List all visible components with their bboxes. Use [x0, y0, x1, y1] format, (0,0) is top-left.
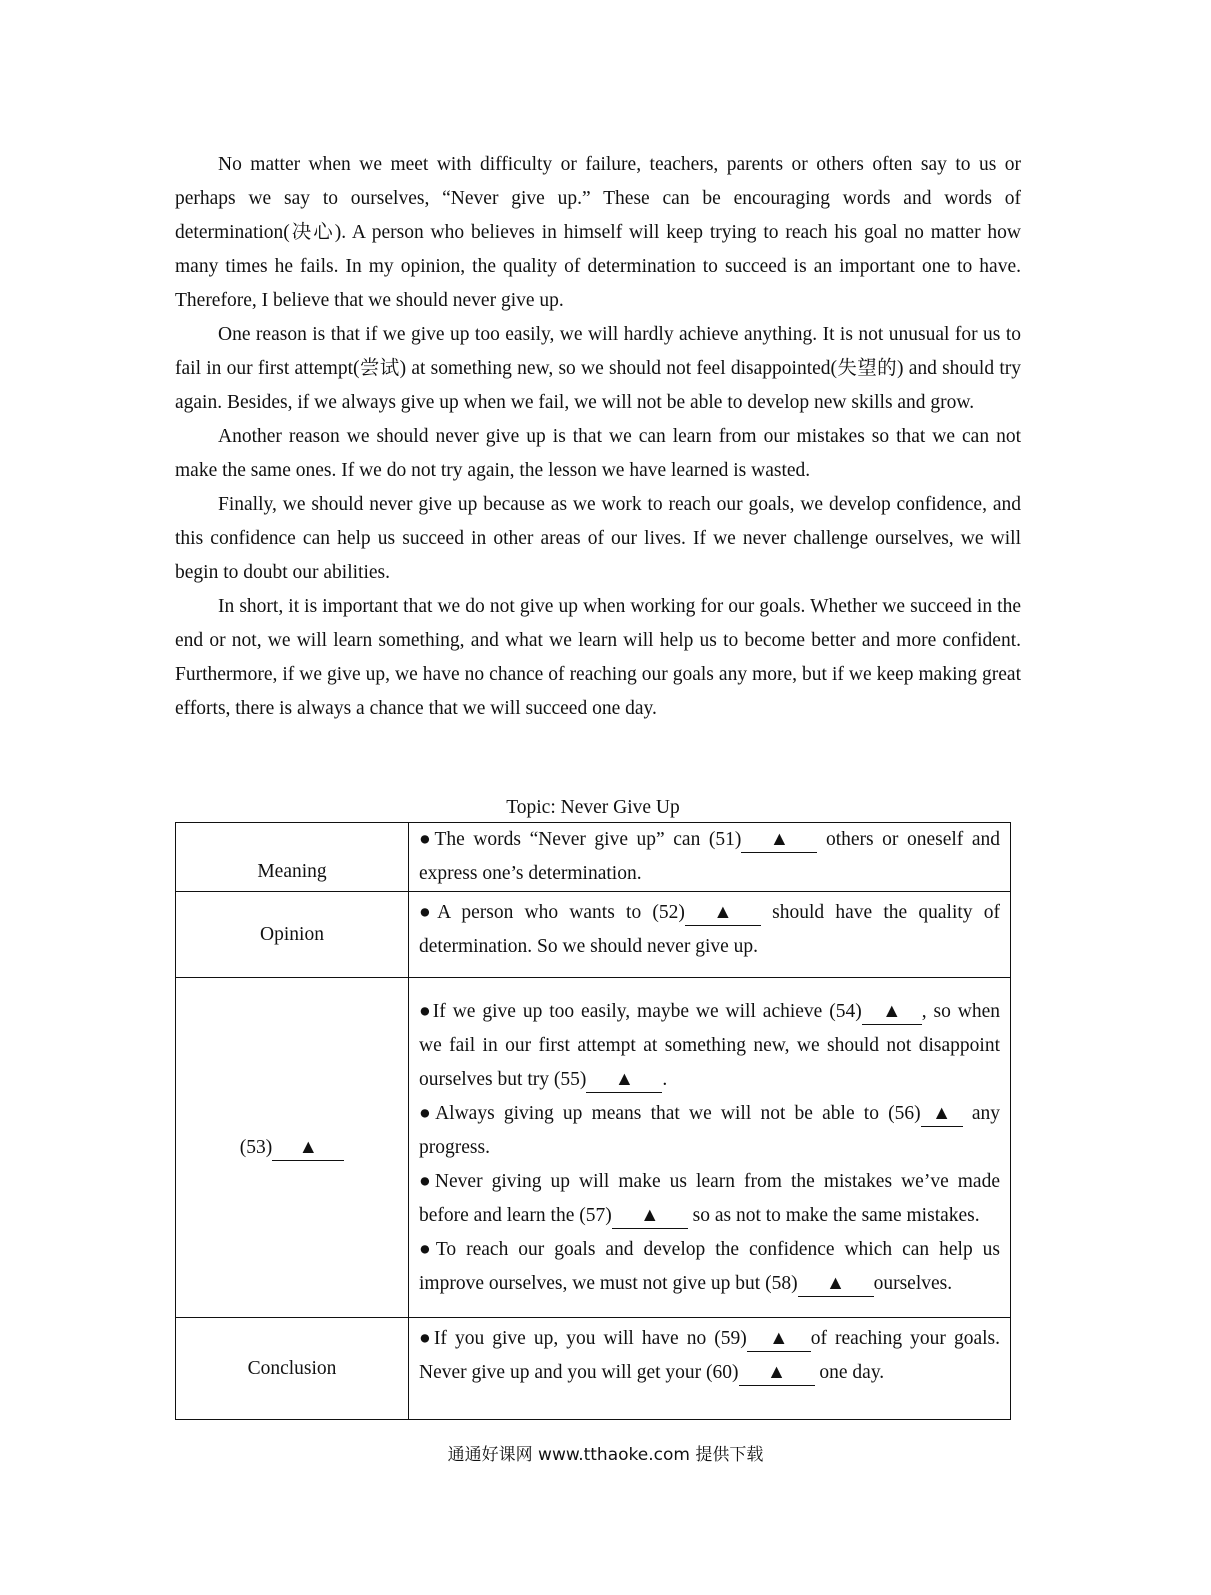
blank-53[interactable]: ▲	[272, 1131, 344, 1165]
reading-passage	[175, 148, 1021, 726]
paragraph-1: No matter when we meet with difficulty or failure, teachers, parents or others often say to us or perhaps we say to ourselves, “Never give up.” These can be encouraging words and words of determination(决心). A person who believes in himself will keep trying to reach his goal no matter how many times he fails. In my opinion, the quality of determination to succeed is an important one to have. Therefore, I believe that we should never give up.	[175, 154, 1021, 311]
meaning-label: Meaning	[176, 823, 409, 892]
paragraph-5: In short, it is important that we do not give up when working for our goals. Whether we succeed in the end or not, we will learn something, and what we learn will help us to become better and more confident. Furthermore, if we give up, we have no chance of reaching our goals any more, but if we keep making great efforts, there is always a chance that we will succeed one day.	[175, 596, 1021, 719]
reason-2: ●Always giving up means that we will not be able to (56) ▲ any progress.	[419, 1097, 1000, 1165]
reason-3: ●Never giving up will make us learn from the mistakes we’ve made before and learn the (57) ▲ so as not to make the same mistakes.	[419, 1165, 1000, 1233]
blank-60[interactable]: ▲	[739, 1356, 815, 1390]
conclusion-content: ●If you give up, you will have no (59) ▲ of reaching your goals. Never give up and you will get your (60) ▲ one day.	[409, 1318, 1011, 1420]
reason-4: ●To reach our goals and develop the confidence which can help us improve ourselves, we must not give up but (58) ▲ ourselves.	[419, 1233, 1000, 1301]
conclusion-label: Conclusion	[176, 1318, 409, 1420]
opinion-content: ●A person who wants to (52) ▲ should have the quality of determination. So we should never give up.	[409, 892, 1011, 978]
table-row-opinion	[176, 892, 1011, 978]
blank-59[interactable]: ▲	[747, 1322, 811, 1356]
reasons-label: (53) ▲	[176, 978, 409, 1318]
blank-54[interactable]: ▲	[862, 995, 922, 1029]
footer-credit: 通通好课网 www.tthaoke.com 提供下载	[447, 1445, 764, 1465]
table-row-meaning	[176, 823, 1011, 892]
outline-table	[175, 822, 1011, 1420]
table-row-conclusion	[176, 1318, 1011, 1420]
blank-56[interactable]: ▲	[921, 1097, 963, 1131]
paragraph-4: Finally, we should never give up because as we work to reach our goals, we develop confidence, and this confidence can help us succeed in other areas of our lives. If we never challenge ourselves, we will begin to doubt our abilities.	[175, 494, 1021, 583]
blank-55[interactable]: ▲	[586, 1063, 662, 1097]
table-topic-title: Topic: Never Give Up	[506, 797, 680, 818]
reasons-content	[409, 978, 1011, 1318]
table-row-reasons	[176, 978, 1011, 1318]
blank-58[interactable]: ▲	[798, 1267, 874, 1301]
paragraph-2: One reason is that if we give up too easily, we will hardly achieve anything. It is not unusual for us to fail in our first attempt(尝试) at something new, so we should not feel disappointed(失望的) and should try again. Besides, if we always give up when we fail, we will not be able to develop new skills and grow.	[175, 324, 1021, 413]
meaning-content: ●The words “Never give up” can (51) ▲ others or oneself and express one’s determination.	[409, 823, 1011, 892]
blank-52[interactable]: ▲	[685, 896, 761, 930]
reason-1: ●If we give up too easily, maybe we will achieve (54) ▲ , so when we fail in our first attempt at something new, we should not disappoint ourselves but try (55) ▲ .	[419, 995, 1000, 1097]
blank-57[interactable]: ▲	[612, 1199, 688, 1233]
paragraph-3: Another reason we should never give up is that we can learn from our mistakes so that we can not make the same ones. If we do not try again, the lesson we have learned is wasted.	[175, 426, 1021, 481]
opinion-label: Opinion	[176, 892, 409, 978]
blank-51[interactable]: ▲	[741, 823, 817, 857]
